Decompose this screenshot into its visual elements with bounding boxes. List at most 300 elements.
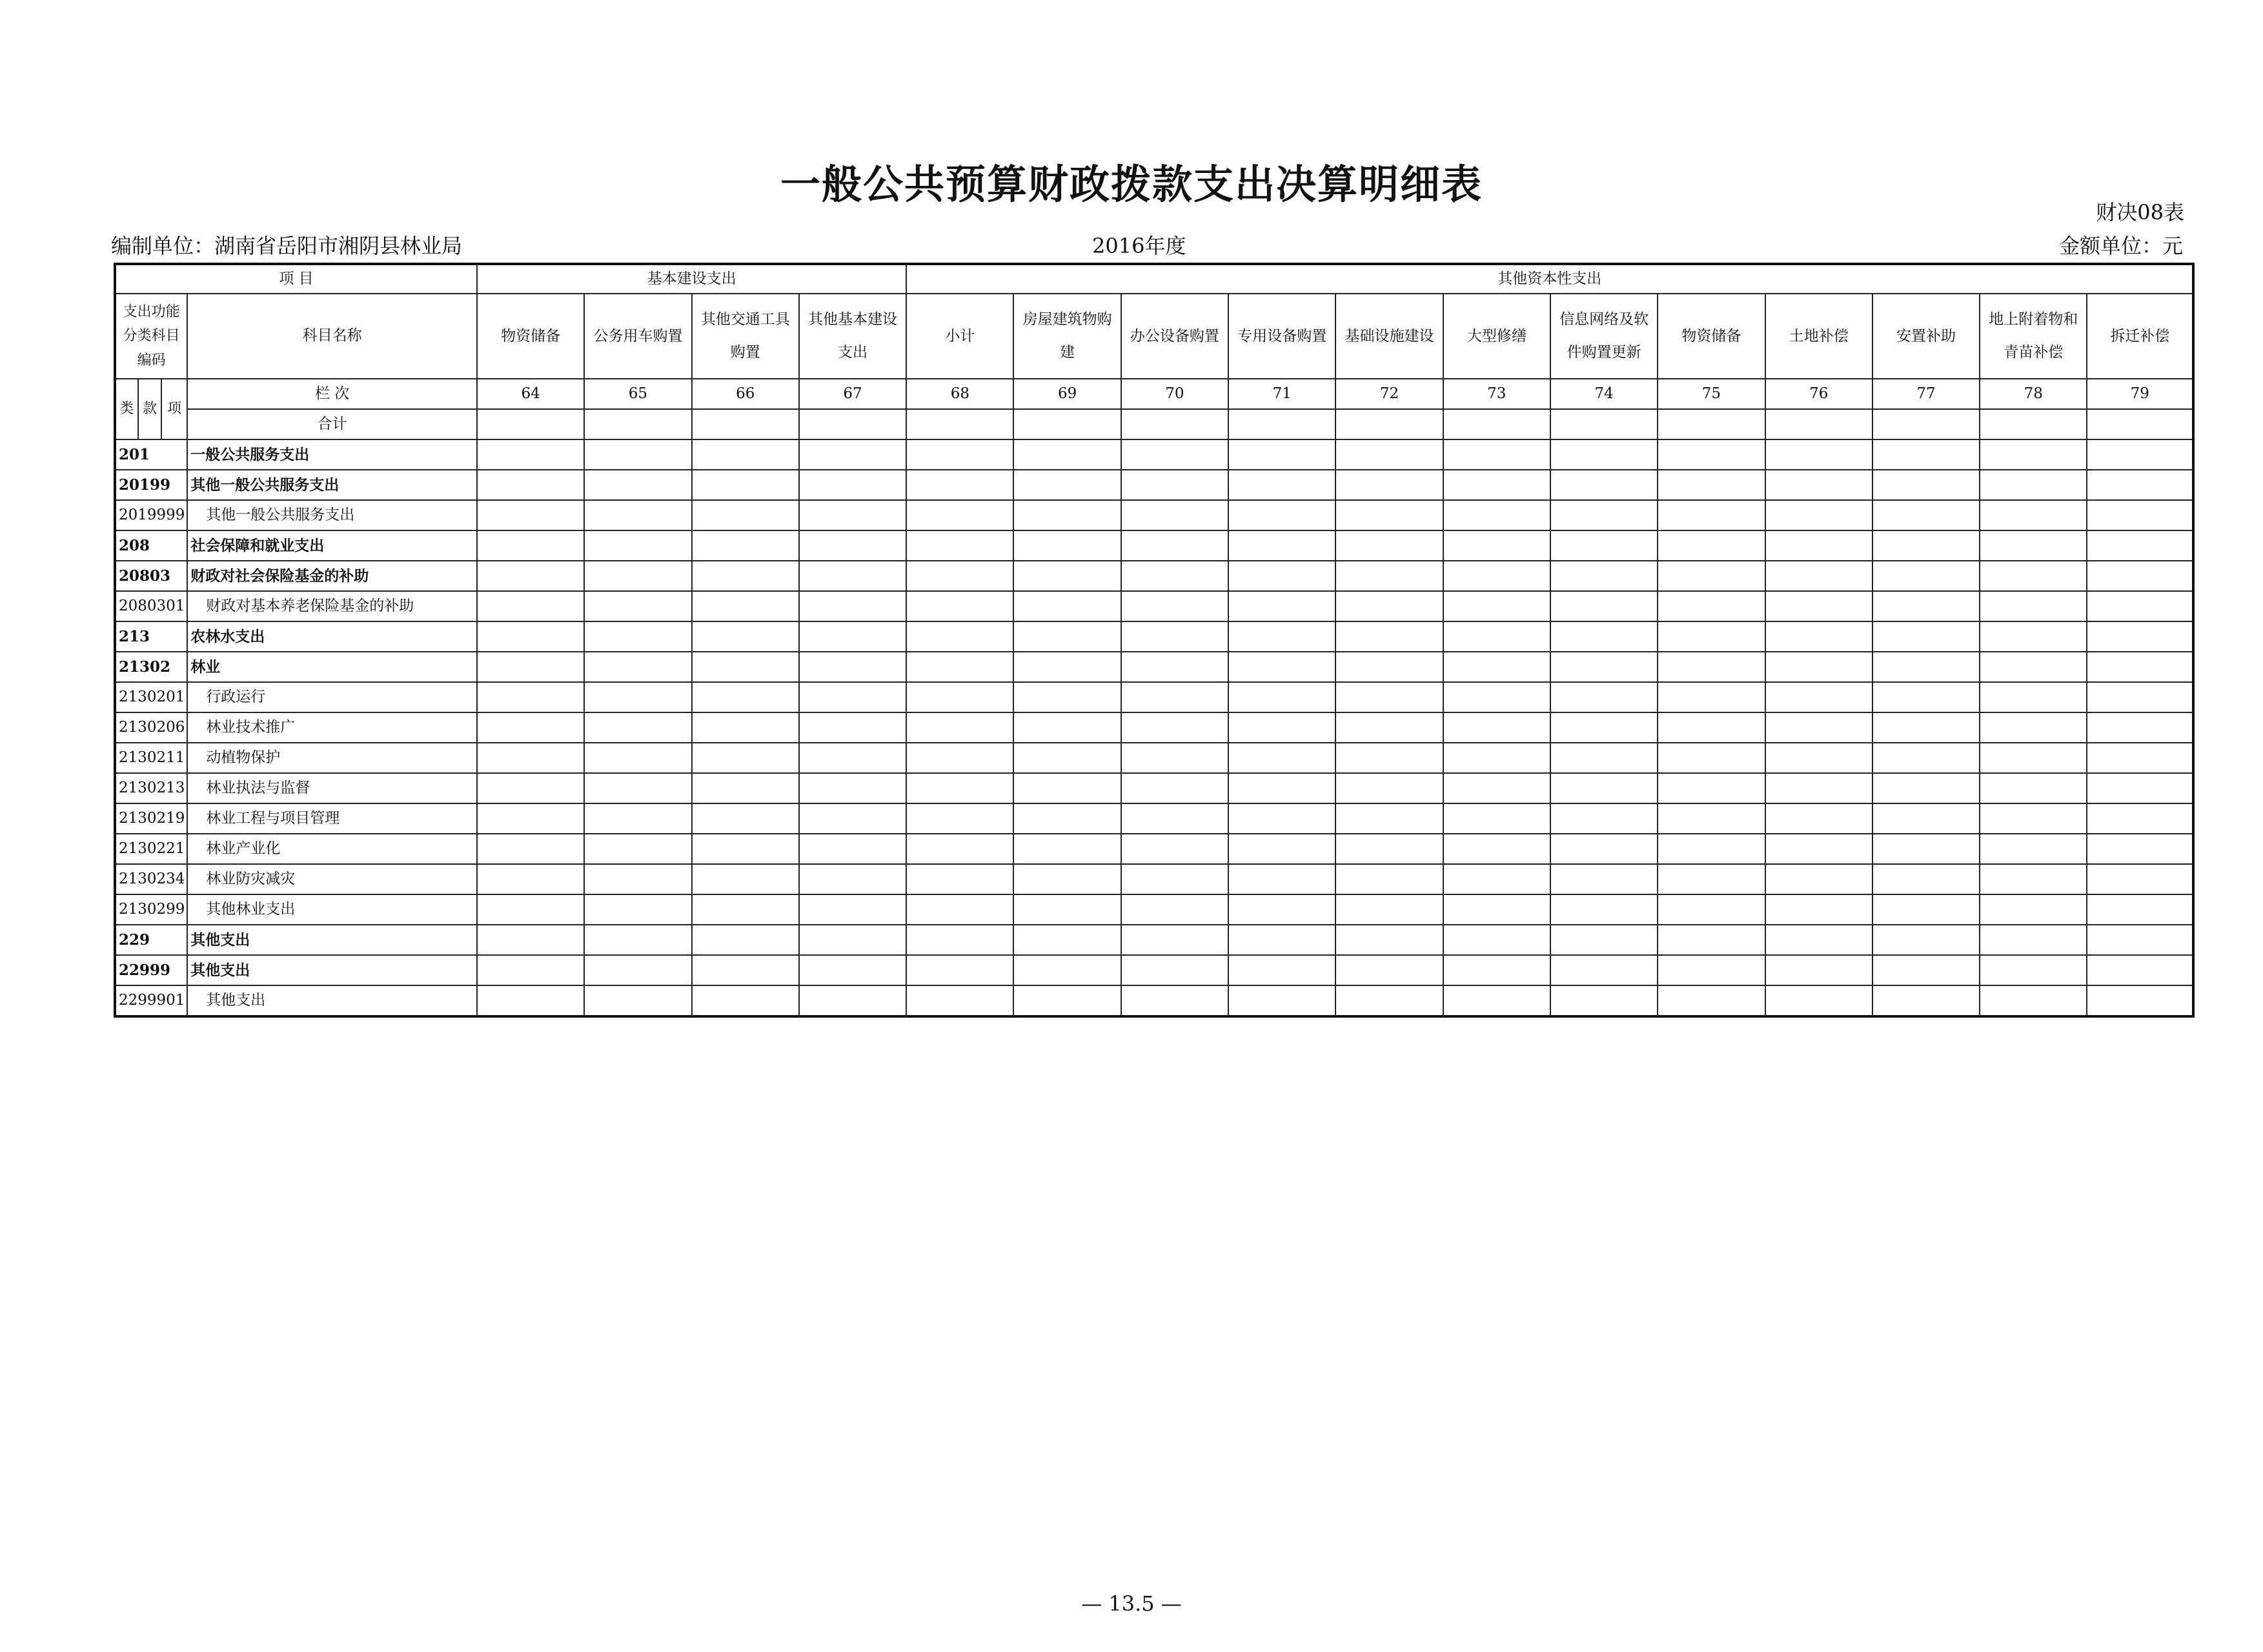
- column-number: 64: [477, 379, 584, 409]
- amount-cell: [584, 530, 691, 561]
- amount-cell: [799, 955, 906, 985]
- column-header: 其他基本建设支出: [799, 294, 906, 379]
- column-number: 69: [1013, 379, 1121, 409]
- amount-cell: [1980, 682, 2087, 712]
- amount-cell: [1550, 712, 1658, 743]
- amount-cell: [1765, 894, 1872, 925]
- column-header: 其他交通工具购置: [692, 294, 799, 379]
- amount-cell: [1765, 985, 1872, 1016]
- column-header: 拆迁补偿: [2087, 294, 2193, 379]
- amount-cell: [1443, 712, 1550, 743]
- amount-cell: [906, 591, 1013, 621]
- amount-cell: [1228, 894, 1335, 925]
- amount-cell: [1980, 773, 2087, 803]
- amount-cell: [1550, 864, 1658, 894]
- row-name: 财政对社会保险基金的补助: [187, 561, 477, 591]
- amount-cell: [1013, 500, 1121, 530]
- amount-cell: [799, 500, 906, 530]
- amount-cell: [692, 591, 799, 621]
- amount-cell: [1013, 682, 1121, 712]
- amount-cell: [1872, 591, 1980, 621]
- row-name: 林业防灾减灾: [187, 864, 477, 894]
- total-cell: [1121, 409, 1228, 439]
- amount-cell: [2087, 621, 2193, 652]
- amount-cell: [1872, 773, 1980, 803]
- amount-cell: [1550, 530, 1658, 561]
- amount-cell: [1443, 470, 1550, 500]
- amount-cell: [1872, 925, 1980, 955]
- amount-cell: [584, 864, 691, 894]
- amount-cell: [2087, 773, 2193, 803]
- amount-cell: [799, 470, 906, 500]
- amount-cell: [2087, 985, 2193, 1016]
- amount-cell: [1765, 925, 1872, 955]
- amount-cell: [1872, 652, 1980, 682]
- amount-cell: [1335, 834, 1443, 864]
- amount-cell: [1013, 470, 1121, 500]
- column-header: 土地补偿: [1765, 294, 1872, 379]
- amount-cell: [1121, 955, 1228, 985]
- amount-cell: [1121, 500, 1228, 530]
- amount-cell: [1765, 803, 1872, 834]
- amount-cell: [584, 682, 691, 712]
- amount-cell: [584, 743, 691, 773]
- amount-cell: [584, 591, 691, 621]
- amount-cell: [584, 500, 691, 530]
- amount-cell: [1443, 621, 1550, 652]
- amount-cell: [1443, 985, 1550, 1016]
- amount-cell: [1228, 834, 1335, 864]
- amount-cell: [1121, 925, 1228, 955]
- amount-cell: [1872, 985, 1980, 1016]
- amount-cell: [1980, 561, 2087, 591]
- amount-cell: [477, 803, 584, 834]
- amount-cell: [1550, 591, 1658, 621]
- amount-cell: [1550, 561, 1658, 591]
- amount-cell: [1228, 561, 1335, 591]
- amount-cell: [692, 925, 799, 955]
- amount-cell: [1658, 652, 1765, 682]
- amount-cell: [477, 834, 584, 864]
- amount-cell: [2087, 470, 2193, 500]
- total-cell: [1335, 409, 1443, 439]
- amount-cell: [1765, 439, 1872, 470]
- amount-cell: [1872, 894, 1980, 925]
- column-header: 公务用车购置: [584, 294, 691, 379]
- row-name: 其他支出: [187, 925, 477, 955]
- column-header: 基础设施建设: [1335, 294, 1443, 379]
- row-name: 林业: [187, 652, 477, 682]
- amount-cell: [1335, 925, 1443, 955]
- amount-cell: [692, 621, 799, 652]
- total-cell: [1765, 409, 1872, 439]
- row-code: 2130201: [115, 682, 187, 712]
- amount-cell: [2087, 955, 2193, 985]
- amount-cell: [1872, 500, 1980, 530]
- row-code: 2130221: [115, 834, 187, 864]
- amount-cell: [1550, 985, 1658, 1016]
- row-code: 213: [115, 621, 187, 652]
- amount-cell: [1335, 591, 1443, 621]
- amount-cell: [692, 894, 799, 925]
- amount-cell: [1335, 621, 1443, 652]
- amount-cell: [1658, 591, 1765, 621]
- amount-cell: [692, 803, 799, 834]
- row-code: 21302: [115, 652, 187, 682]
- amount-cell: [584, 955, 691, 985]
- total-cell: [1658, 409, 1765, 439]
- total-cell: [906, 409, 1013, 439]
- amount-cell: [1550, 803, 1658, 834]
- table-row: [115, 500, 2193, 530]
- amount-cell: [477, 925, 584, 955]
- amount-cell: [906, 743, 1013, 773]
- column-header: 房屋建筑物购建: [1013, 294, 1121, 379]
- amount-cell: [1658, 864, 1765, 894]
- amount-cell: [1980, 925, 2087, 955]
- amount-cell: [1872, 530, 1980, 561]
- group-capital-construction: 基本建设支出: [477, 264, 906, 294]
- row-code: 2080301: [115, 591, 187, 621]
- column-header: 地上附着物和青苗补偿: [1980, 294, 2087, 379]
- amount-cell: [1872, 561, 1980, 591]
- row-name: 林业执法与监督: [187, 773, 477, 803]
- amount-cell: [584, 712, 691, 743]
- page-number: — 13.5 —: [1081, 1591, 1182, 1616]
- amount-cell: [1980, 591, 2087, 621]
- budget-table: [114, 263, 2195, 1018]
- amount-cell: [2087, 834, 2193, 864]
- xiang-header: 项: [161, 379, 187, 439]
- amount-cell: [1013, 773, 1121, 803]
- amount-cell: [584, 561, 691, 591]
- amount-cell: [906, 985, 1013, 1016]
- amount-cell: [1335, 561, 1443, 591]
- row-code: 20199: [115, 470, 187, 500]
- row-code: 2299901: [115, 985, 187, 1016]
- amount-cell: [1765, 591, 1872, 621]
- amount-cell: [1658, 561, 1765, 591]
- amount-cell: [477, 530, 584, 561]
- amount-cell: [1121, 591, 1228, 621]
- amount-cell: [906, 652, 1013, 682]
- amount-cell: [477, 864, 584, 894]
- column-header: 小计: [906, 294, 1013, 379]
- amount-cell: [692, 439, 799, 470]
- page-title: 一般公共预算财政拨款支出决算明细表: [780, 161, 1483, 208]
- amount-cell: [1872, 439, 1980, 470]
- amount-cell: [2087, 803, 2193, 834]
- table-row: [115, 773, 2193, 803]
- column-number: 67: [799, 379, 906, 409]
- amount-cell: [906, 834, 1013, 864]
- amount-cell: [799, 985, 906, 1016]
- amount-cell: [1121, 834, 1228, 864]
- amount-cell: [1228, 682, 1335, 712]
- amount-cell: [584, 834, 691, 864]
- amount-cell: [1550, 773, 1658, 803]
- amount-cell: [2087, 500, 2193, 530]
- amount-cell: [1980, 803, 2087, 834]
- row-name: 林业工程与项目管理: [187, 803, 477, 834]
- row-name: 财政对基本养老保险基金的补助: [187, 591, 477, 621]
- amount-cell: [1228, 864, 1335, 894]
- amount-cell: [1013, 834, 1121, 864]
- amount-cell: [1872, 470, 1980, 500]
- table-row: [115, 530, 2193, 561]
- amount-cell: [1658, 985, 1765, 1016]
- amount-cell: [1335, 955, 1443, 985]
- amount-cell: [1228, 500, 1335, 530]
- total-cell: [1443, 409, 1550, 439]
- amount-cell: [799, 712, 906, 743]
- column-number: 78: [1980, 379, 2087, 409]
- amount-cell: [1980, 743, 2087, 773]
- amount-cell: [1980, 955, 2087, 985]
- amount-cell: [1550, 500, 1658, 530]
- total-cell: [1980, 409, 2087, 439]
- amount-cell: [1550, 439, 1658, 470]
- amount-cell: [1872, 834, 1980, 864]
- amount-cell: [1980, 652, 2087, 682]
- amount-cell: [1658, 925, 1765, 955]
- total-label: 合计: [187, 409, 477, 439]
- row-name: 林业技术推广: [187, 712, 477, 743]
- table-row: [115, 743, 2193, 773]
- amount-cell: [692, 773, 799, 803]
- row-code: 2130234: [115, 864, 187, 894]
- amount-cell: [477, 712, 584, 743]
- amount-cell: [1228, 955, 1335, 985]
- amount-cell: [799, 894, 906, 925]
- row-name: 农林水支出: [187, 621, 477, 652]
- amount-cell: [477, 470, 584, 500]
- amount-cell: [906, 773, 1013, 803]
- amount-cell: [1335, 530, 1443, 561]
- amount-cell: [906, 621, 1013, 652]
- amount-cell: [799, 561, 906, 591]
- amount-cell: [477, 743, 584, 773]
- amount-cell: [1121, 561, 1228, 591]
- row-name: 社会保障和就业支出: [187, 530, 477, 561]
- name-header: 科目名称: [187, 294, 477, 379]
- table-row: [115, 985, 2193, 1016]
- amount-cell: [1443, 773, 1550, 803]
- amount-cell: [1121, 743, 1228, 773]
- form-number: 财决08表: [2096, 200, 2184, 225]
- table-row: [115, 621, 2193, 652]
- amount-cell: [1658, 894, 1765, 925]
- amount-cell: [2087, 591, 2193, 621]
- report-meta-row: [111, 230, 2183, 258]
- amount-cell: [2087, 894, 2193, 925]
- row-code: 2130299: [115, 894, 187, 925]
- amount-cell: [477, 561, 584, 591]
- amount-cell: [584, 470, 691, 500]
- amount-cell: [1980, 894, 2087, 925]
- total-cell: [477, 409, 584, 439]
- total-cell: [2087, 409, 2193, 439]
- column-number: 70: [1121, 379, 1228, 409]
- amount-cell: [1872, 803, 1980, 834]
- amount-cell: [584, 439, 691, 470]
- amount-cell: [799, 803, 906, 834]
- amount-cell: [1443, 591, 1550, 621]
- amount-cell: [1228, 712, 1335, 743]
- amount-cell: [1550, 925, 1658, 955]
- amount-cell: [692, 682, 799, 712]
- amount-cell: [1228, 925, 1335, 955]
- amount-cell: [906, 803, 1013, 834]
- amount-cell: [477, 682, 584, 712]
- total-cell: [1013, 409, 1121, 439]
- amount-cell: [1443, 894, 1550, 925]
- amount-cell: [1121, 682, 1228, 712]
- amount-cell: [2087, 712, 2193, 743]
- amount-cell: [1658, 803, 1765, 834]
- amount-cell: [1121, 803, 1228, 834]
- amount-cell: [692, 712, 799, 743]
- row-name: 林业产业化: [187, 834, 477, 864]
- total-cell: [692, 409, 799, 439]
- amount-cell: [1980, 470, 2087, 500]
- amount-cell: [1872, 621, 1980, 652]
- amount-cell: [1658, 712, 1765, 743]
- column-header: 物资储备: [1658, 294, 1765, 379]
- amount-cell: [1335, 985, 1443, 1016]
- amount-cell: [1121, 894, 1228, 925]
- amount-cell: [1550, 955, 1658, 985]
- row-name: 其他支出: [187, 985, 477, 1016]
- amount-cell: [1658, 955, 1765, 985]
- amount-cell: [1658, 743, 1765, 773]
- row-name: 其他一般公共服务支出: [187, 500, 477, 530]
- amount-cell: [906, 955, 1013, 985]
- amount-cell: [1228, 652, 1335, 682]
- amount-cell: [1013, 803, 1121, 834]
- row-name: 其他一般公共服务支出: [187, 470, 477, 500]
- amount-cell: [906, 864, 1013, 894]
- amount-cell: [1228, 803, 1335, 834]
- amount-cell: [584, 925, 691, 955]
- amount-cell: [2087, 864, 2193, 894]
- amount-cell: [2087, 925, 2193, 955]
- amount-cell: [906, 500, 1013, 530]
- amount-cell: [1228, 621, 1335, 652]
- row-name: 其他林业支出: [187, 894, 477, 925]
- amount-cell: [1443, 652, 1550, 682]
- amount-cell: [1443, 743, 1550, 773]
- amount-cell: [1443, 925, 1550, 955]
- row-code: 2130219: [115, 803, 187, 834]
- amount-cell: [584, 652, 691, 682]
- amount-cell: [2087, 652, 2193, 682]
- amount-cell: [799, 591, 906, 621]
- amount-cell: [906, 561, 1013, 591]
- amount-cell: [1013, 894, 1121, 925]
- table-row: [115, 439, 2193, 470]
- amount-cell: [477, 591, 584, 621]
- amount-cell: [2087, 561, 2193, 591]
- amount-cell: [692, 561, 799, 591]
- amount-cell: [1980, 864, 2087, 894]
- amount-cell: [1765, 834, 1872, 864]
- amount-cell: [1013, 652, 1121, 682]
- amount-cell: [1872, 682, 1980, 712]
- amount-cell: [692, 985, 799, 1016]
- amount-cell: [1443, 864, 1550, 894]
- row-code: 20803: [115, 561, 187, 591]
- amount-cell: [1872, 955, 1980, 985]
- amount-cell: [1765, 470, 1872, 500]
- column-header: 信息网络及软件购置更新: [1550, 294, 1658, 379]
- amount-cell: [1228, 985, 1335, 1016]
- amount-cell: [1335, 864, 1443, 894]
- table-row: [115, 712, 2193, 743]
- amount-cell: [1765, 955, 1872, 985]
- row-name: 动植物保护: [187, 743, 477, 773]
- amount-cell: [906, 439, 1013, 470]
- column-header: 大型修缮: [1443, 294, 1550, 379]
- amount-cell: [799, 530, 906, 561]
- amount-cell: [906, 682, 1013, 712]
- total-cell: [1872, 409, 1980, 439]
- amount-cell: [1872, 743, 1980, 773]
- amount-cell: [1980, 712, 2087, 743]
- amount-cell: [477, 500, 584, 530]
- table-row: [115, 470, 2193, 500]
- amount-cell: [1658, 530, 1765, 561]
- amount-cell: [1013, 530, 1121, 561]
- amount-cell: [1335, 500, 1443, 530]
- amount-cell: [1658, 621, 1765, 652]
- project-header: 项 目: [115, 264, 477, 294]
- amount-cell: [1443, 803, 1550, 834]
- amount-cell: [1980, 621, 2087, 652]
- amount-cell: [1872, 864, 1980, 894]
- table-row: [115, 652, 2193, 682]
- column-number: 66: [692, 379, 799, 409]
- amount-cell: [1228, 773, 1335, 803]
- column-number: 71: [1228, 379, 1335, 409]
- amount-cell: [1658, 439, 1765, 470]
- currency-unit-label: 金额单位：元: [2058, 234, 2183, 258]
- table-row: [115, 925, 2193, 955]
- amount-cell: [1550, 834, 1658, 864]
- amount-cell: [1550, 470, 1658, 500]
- amount-cell: [692, 470, 799, 500]
- amount-cell: [1013, 864, 1121, 894]
- table-row: [115, 894, 2193, 925]
- amount-cell: [692, 652, 799, 682]
- amount-cell: [1443, 500, 1550, 530]
- row-name: 其他支出: [187, 955, 477, 985]
- amount-cell: [477, 439, 584, 470]
- column-number: 76: [1765, 379, 1872, 409]
- amount-cell: [1121, 864, 1228, 894]
- amount-cell: [1121, 621, 1228, 652]
- column-number: 72: [1335, 379, 1443, 409]
- amount-cell: [1121, 773, 1228, 803]
- amount-cell: [1228, 591, 1335, 621]
- amount-cell: [1228, 470, 1335, 500]
- amount-cell: [1335, 439, 1443, 470]
- row-code: 229: [115, 925, 187, 955]
- column-header: 安置补助: [1872, 294, 1980, 379]
- amount-cell: [584, 621, 691, 652]
- amount-cell: [906, 925, 1013, 955]
- amount-cell: [1980, 834, 2087, 864]
